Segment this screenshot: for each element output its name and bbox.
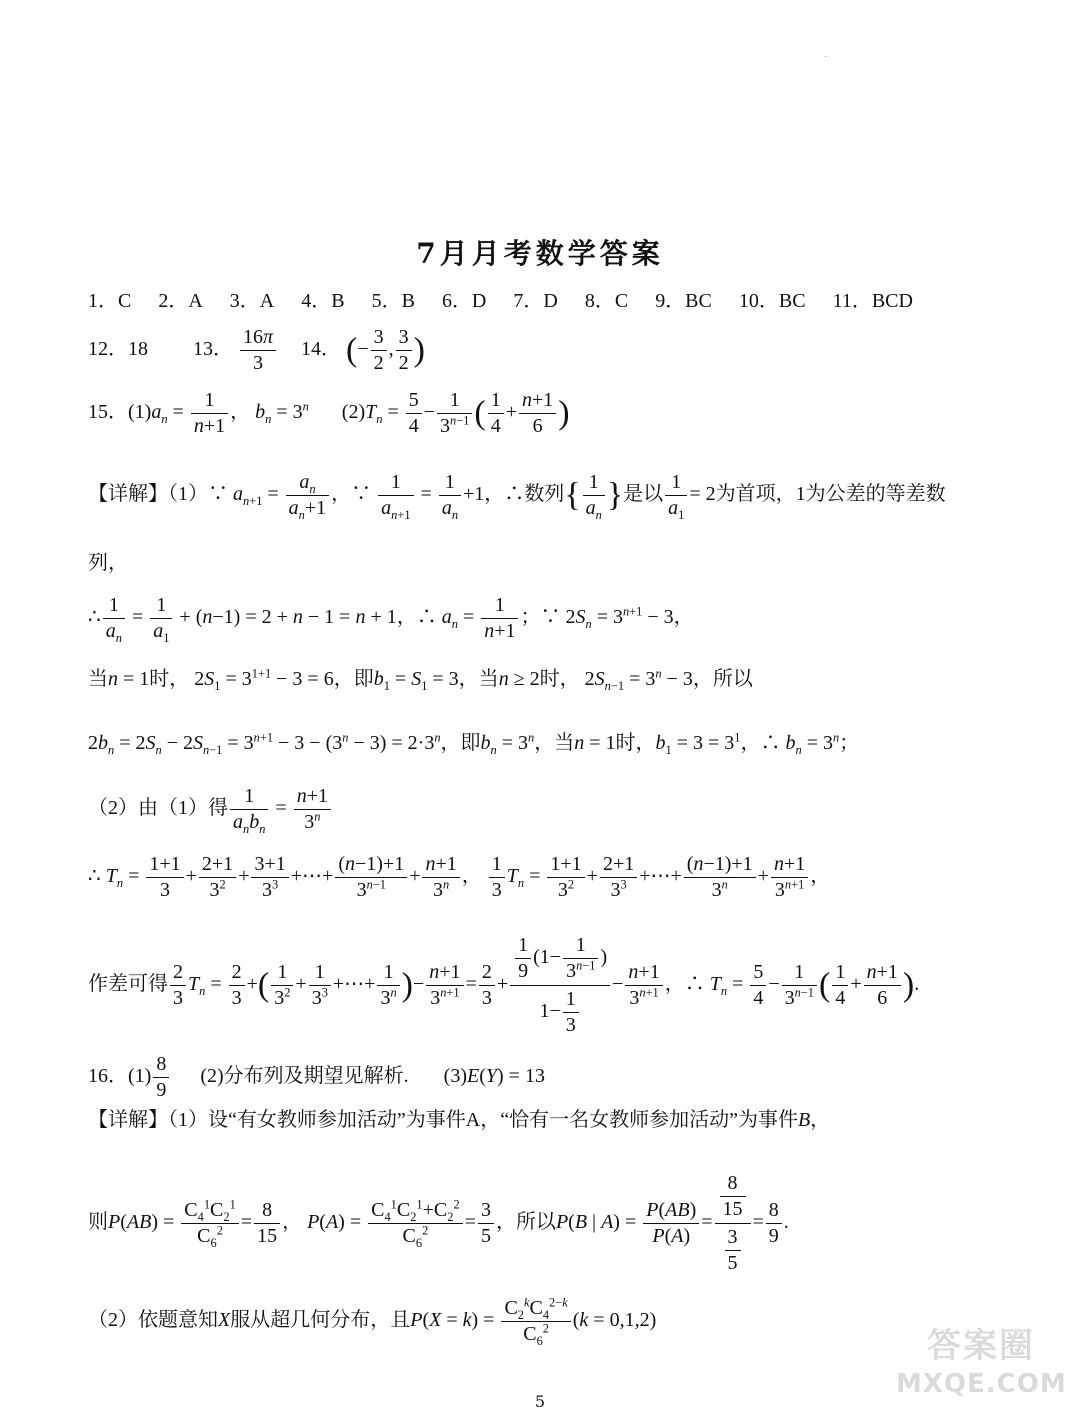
text-suoyi-2: 所以	[515, 1211, 556, 1234]
text-dang-3: 当	[554, 732, 575, 754]
text-q16-detail: （1）设“有女教师参加活动”为事件A，“恰有一名女教师参加活动”为事件	[168, 1109, 798, 1131]
text-you1de: （2）由（1）得	[88, 797, 228, 820]
detail-15-line4: 当n = 1时， $2S_1 = 3^{1+1} - 3 = 6$，即$b_1 = S_1 = 3$，当n ≥ 2时， $2S_{n-1} = 3^n - 3$，所以	[88, 666, 753, 693]
detail-15-line8: 作差可得 $\frac{2}{3}$ $T_n$ = $\frac{2}{3}$ +( $\frac{1}{3^2}$ + $\frac{1}{3^3}$ +⋯+ $\frac{1}{3^n}$ )− $\frac{n+1}{3^{n+1}}$ = $\frac{2}{3}$ + $\frac{1}{9}$ (1− $\frac{1}{3^{n-1}}$ ) 1− $\frac{1}{3}$ − $\frac{n+1}{3^{n+1}}$ ，∴ $T_n$ = $\frac{5}{4}$ − $\frac{1}{3^{n-1}}$ ( $\frac{1}{4}$ + $\frac{n+1}{6}$ ).	[88, 934, 920, 1036]
answer-5: 5．B	[371, 290, 415, 312]
answer-12: 12．18	[88, 338, 148, 361]
text-lie: 列，	[88, 552, 128, 574]
text-ji-1: 即	[353, 668, 374, 690]
text-shouxiang: 为首项，1为公差的等差数	[715, 483, 946, 506]
text-suoyi: 所以	[712, 668, 753, 690]
answer-8: 8．C	[584, 290, 629, 312]
answer-1: 1．C	[88, 290, 132, 312]
detail-16-line2: 则P(AB) = $\frac{C_4^1C_2^1}{C_6^2}$ = $\frac{8}{15}$ ， P(A) = $\frac{C_4^1C_2^1+C_2^2}{C_6^2}$ = $\frac{3}{5}$ ，所以P(B | A) = $\frac{P(AB)}{P(A)}$ = $\frac{\frac{8}{15}}{\frac{3}{5}}$ = $\frac{8}{9}$ .	[88, 1172, 789, 1274]
text-dang-1: 当	[88, 668, 108, 690]
detail-label-16: 【详解】	[88, 1109, 168, 1131]
answer-16: 16．(1) $\frac{8}{9}$ (2)分布列及期望见解析. (3)E(Y) = 13	[88, 1053, 545, 1101]
answer-10: 10．BC	[738, 290, 806, 312]
text-dang-2: 当	[478, 668, 499, 690]
scan-dot: ·	[824, 52, 828, 63]
answer-15-label: 15．	[88, 401, 128, 424]
answer-row-fill	[88, 325, 425, 376]
answer-16-part2: (2)分布列及期望见解析.	[200, 1065, 409, 1088]
detail-15-line7: ∴ $T_n$ = $\frac{1+1}{3}$ + $\frac{2+1}{3^2}$ + $\frac{3+1}{3^3}$ +⋯+ $\frac{(n-1)+1}{3^{n-1}}$ + $\frac{n+1}{3^n}$ ， $\frac{1}{3}$ $T_n$ = $\frac{1+1}{3^2}$ + $\frac{2+1}{3^3}$ +⋯+ $\frac{(n-1)+1}{3^n}$ + $\frac{n+1}{3^{n+1}}$ ，	[88, 853, 831, 901]
answer-2: 2．A	[158, 290, 203, 312]
watermark-line2: MXQE.COM	[896, 1369, 1067, 1399]
detail-15-line2	[88, 553, 128, 573]
watermark-line1: 答案圈	[927, 1326, 1035, 1366]
detail-15-line5: $2b_n = 2S_n - 2S_{n-1} = 3^{n+1} - 3 - (3^n - 3) = 2\cdot 3^n$，即$b_n = 3^n$，当n = 1时，$b_1 = 3 = 3^1$，∴ $b_n = 3^n$；	[88, 730, 860, 757]
answer-3: 3．A	[229, 290, 275, 312]
text-zuocha: 作差可得	[88, 973, 168, 996]
answer-13-fraction: $\frac{16\pi}{3}$	[240, 325, 276, 376]
text-shi-1: 时，	[149, 668, 190, 690]
text-ze: 则	[88, 1211, 108, 1234]
detail-15-line6: （2）由（1）得 $\frac{1}{a_nb_n}$ = $\frac{n+1}{3^n}$	[88, 784, 333, 835]
answer-6: 6．D	[441, 290, 487, 312]
text-ji-2: 即	[460, 732, 481, 754]
answer-14-label: 14．	[301, 338, 342, 361]
answer-4: 4．B	[301, 290, 345, 312]
text-shiyi: 是以	[623, 483, 664, 506]
text-shi-2: 时，	[539, 668, 580, 690]
answer-15: 15．$(1)a_n$ = $\frac{1}{n+1}$ ， $b_n = 3^n$ $(2)T_n$ = $\frac{5}{4}$ − $\frac{1}{3^{n-1}}$ ( $\frac{1}{4}$ + $\frac{n+1}{6}$ )	[88, 389, 570, 437]
detail-15-line1: 【详解】（1）∵ $a_{n+1}$ = $\frac{a_n}{a_n+1}$ ，∵ $\frac{1}{a_{n+1}}$ = $\frac{1}{a_n}$ +1，∴数列{ $\frac{1}{a_n}$ }是以 $\frac{1}{a_1}$ = 2为首项，1为公差的等差数	[88, 471, 946, 522]
answer-13-label: 13．	[193, 338, 233, 361]
text-shulie: 数列	[524, 483, 565, 506]
detail-16-line1: 【详解】（1）设“有女教师参加活动”为事件A，“恰有一名女教师参加活动”为事件B，	[88, 1109, 831, 1131]
answer-9: 9．BC	[655, 290, 712, 312]
answer-11: 11．BCD	[832, 290, 913, 312]
page-title: 7月月考数学答案	[416, 237, 664, 270]
answer-14-interval: (− $\frac{3}{2}$ , $\frac{3}{2}$ )	[346, 326, 425, 374]
detail-label: 【详解】	[88, 483, 168, 506]
answer-7: 7．D	[513, 290, 558, 312]
text-shi-3: 时，	[615, 732, 656, 754]
answer-16-label: 16．	[88, 1065, 128, 1088]
detail-15-line3: ∴ $\frac{1}{a_n}$ = $\frac{1}{a_1}$ + (n−1) = 2 + n − 1 = n + 1，∴ $a_n$ = $\frac{1}{n+1}$ ；∵ $2S_n = 3^{n+1} - 3$，	[88, 594, 694, 645]
text-q16-p2: （2）依题意知	[88, 1309, 218, 1332]
text-q16-p2b: 服从超几何分布，且	[230, 1309, 411, 1332]
page-number: 5	[534, 1392, 546, 1411]
answer-row-mc	[88, 291, 913, 311]
detail-16-line3: （2）依题意知X服从超几何分布，且P(X = k) = $\frac{C_2^kC_4^{2-k}}{C_6^2}$ (k = 0,1,2)	[88, 1295, 657, 1348]
